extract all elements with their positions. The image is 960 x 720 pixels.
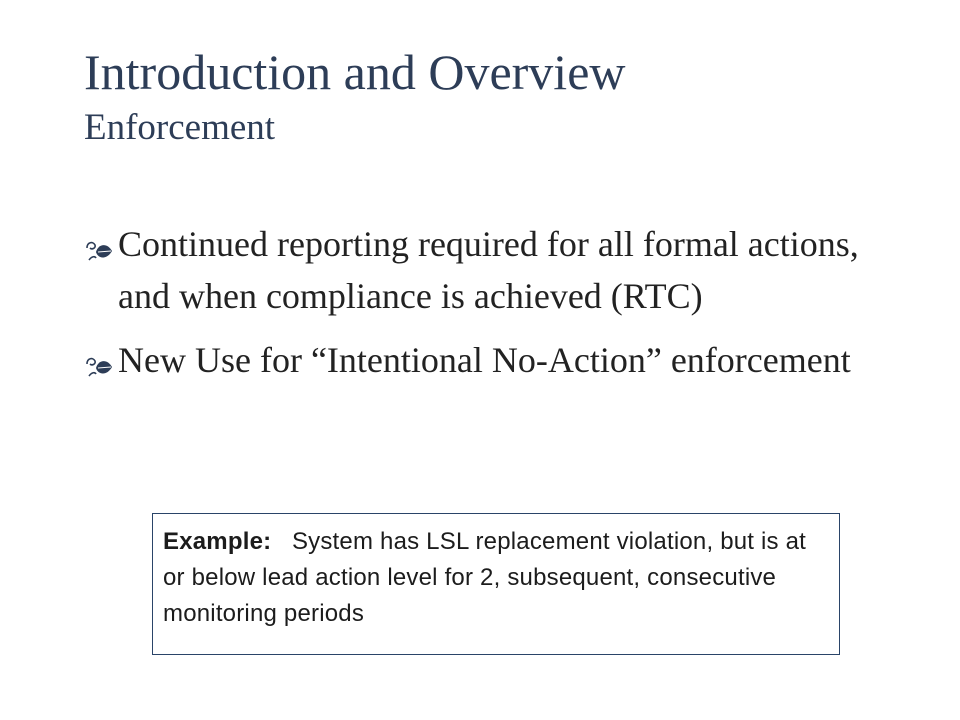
bullet-item — [84, 334, 884, 386]
bullet-item — [84, 218, 884, 322]
bullet-list — [84, 218, 884, 398]
fleuron-bullet-icon — [84, 228, 114, 256]
bullet-text: Continued reporting required for all formal actions, and when compliance is achieved (RTC) — [118, 224, 859, 316]
example-spacer — [278, 528, 285, 555]
slide-title-block — [84, 40, 904, 152]
fleuron-bullet-icon — [84, 344, 114, 372]
slide-subtitle: Enforcement — [84, 107, 276, 148]
bullet-text: New Use for “Intentional No-Action” enforcement — [118, 340, 851, 380]
slide-title: Introduction and Overview — [84, 44, 626, 100]
example-callout-box — [152, 513, 840, 655]
example-text: System has LSL replacement violation, but is at or below lead action level for 2, subsequent, consecutive monitoring periods — [163, 528, 807, 627]
example-label: Example: — [163, 528, 272, 555]
